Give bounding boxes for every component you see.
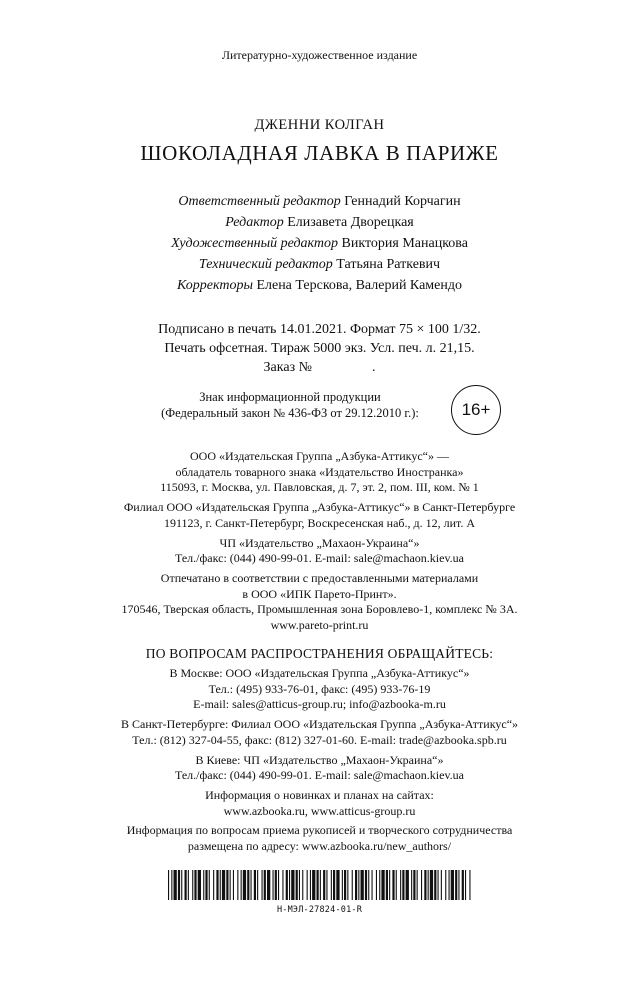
- publisher-line: Филиал ООО «Издательская Группа „Азбука-Аттикус“» в Санкт-Петербурге: [123, 500, 516, 515]
- barcode-bar: [192, 870, 193, 900]
- barcode-bar: [307, 870, 308, 900]
- print-info: [0, 320, 639, 377]
- barcode-bar: [203, 870, 204, 900]
- credit-role: Ответственный редактор: [178, 194, 341, 209]
- barcode-bar: [342, 870, 343, 900]
- barcode-bar: [381, 870, 384, 900]
- distribution-block: [0, 717, 639, 748]
- barcode-bar: [310, 870, 311, 900]
- author-name: ДЖЕННИ КОЛГАН: [254, 117, 385, 133]
- barcode-bar: [434, 870, 436, 900]
- barcode-bar: [406, 870, 409, 900]
- credit-line: [0, 233, 639, 254]
- edition-type: Литературно-художественное издание: [221, 48, 418, 62]
- publisher-line: Тел./факс: (044) 490-99-01. E-mail: sale@machaon.kiev.ua: [174, 551, 464, 566]
- barcode-bar: [402, 870, 404, 900]
- publisher-line: ООО «Издательская Группа „Азбука-Аттикус“» —: [190, 449, 449, 463]
- barcode-bar: [376, 870, 377, 900]
- barcode-bar: [428, 870, 429, 900]
- barcode-bar: [251, 870, 252, 900]
- barcode-bar: [254, 870, 256, 900]
- printer-block: [0, 571, 639, 634]
- credit-role: Художественный редактор: [171, 236, 339, 251]
- barcode-bar: [386, 870, 388, 900]
- barcode-bar: [400, 870, 401, 900]
- order-tail: .: [371, 360, 376, 375]
- distribution-block: [0, 823, 639, 854]
- credit-line: [0, 212, 639, 233]
- barcode-bar: [286, 870, 288, 900]
- barcode-bar: [299, 870, 300, 900]
- order-label: Заказ №: [263, 360, 312, 375]
- distribution-block: [0, 753, 639, 784]
- barcode-bar: [368, 870, 369, 900]
- credit-person: Виктория Манацкова: [341, 236, 468, 251]
- barcode-bar: [389, 870, 390, 900]
- barcode-bar: [171, 870, 172, 900]
- age-label-line: (Федеральный закон № 436-ФЗ от 29.12.2010 г.):: [161, 406, 419, 420]
- credit-role: Редактор: [225, 215, 284, 230]
- barcode-bar: [267, 870, 270, 900]
- barcode-bar: [392, 870, 394, 900]
- distribution-line: В Москве: ООО «Издательская Группа „Азбука-Аттикус“»: [169, 666, 470, 680]
- barcode-bar: [205, 870, 207, 900]
- barcode-bar: [451, 870, 454, 900]
- print-line-run: Печать офсетная. Тираж 5000 экз. Усл. печ. л. 21,15.: [164, 341, 475, 356]
- barcode: [168, 870, 472, 900]
- distribution-line: В Санкт-Петербурге: Филиал ООО «Издательская Группа „Азбука-Аттикус“»: [120, 717, 519, 732]
- credit-role: Технический редактор: [198, 257, 333, 272]
- age-rating-badge: 16+: [451, 385, 501, 435]
- barcode-bar: [241, 870, 242, 900]
- barcode-bar: [417, 870, 418, 900]
- barcode-bar: [424, 870, 426, 900]
- barcode-bar: [257, 870, 258, 900]
- barcode-bar: [209, 870, 210, 900]
- barcode-bar: [421, 870, 422, 900]
- barcode-bar: [181, 870, 182, 900]
- barcode-bar: [438, 870, 439, 900]
- barcode-bar: [222, 870, 225, 900]
- publisher-line: обладатель товарного знака «Издательство Иностранка»: [175, 464, 464, 479]
- barcode-bar: [455, 870, 457, 900]
- barcode-bar: [326, 870, 327, 900]
- credit-line: [0, 254, 639, 275]
- distribution-line: Тел.: (495) 933-76-01, факс: (495) 933-76-19: [208, 681, 431, 696]
- distribution-line: Информация о новинках и планах на сайтах:: [205, 787, 434, 802]
- credit-role: Корректоры: [177, 278, 253, 293]
- credits-list: [0, 191, 639, 296]
- credit-line: [0, 191, 639, 212]
- barcode-bar: [317, 870, 319, 900]
- age-label-line: Знак информационной продукции: [199, 390, 381, 404]
- credit-person: Елена Терскова, Валерий Камендо: [256, 278, 462, 293]
- barcode-bar: [344, 870, 346, 900]
- barcode-bar: [413, 870, 415, 900]
- barcode-bar: [361, 870, 364, 900]
- barcode-bar: [379, 870, 380, 900]
- barcode-bar: [430, 870, 433, 900]
- barcode-bar: [178, 870, 180, 900]
- barcode-bar: [411, 870, 412, 900]
- barcode-bar: [320, 870, 321, 900]
- order-line: [0, 358, 639, 377]
- publisher-line: 191123, г. Санкт-Петербург, Воскресенская наб., д. 12, лит. А: [163, 515, 476, 530]
- barcode-bar: [220, 870, 221, 900]
- barcode-bar: [331, 870, 332, 900]
- barcode-bar: [333, 870, 335, 900]
- barcode-bar: [347, 870, 348, 900]
- barcode-bar: [352, 870, 353, 900]
- distribution-line: www.azbooka.ru, www.atticus-group.ru: [223, 803, 416, 818]
- barcode-bar: [469, 870, 470, 900]
- barcode-bar: [355, 870, 357, 900]
- barcode-bar: [445, 870, 446, 900]
- barcode-bar: [336, 870, 339, 900]
- barcode-bar: [168, 870, 169, 900]
- distribution-line: Информация по вопросам приема рукописей и творческого сотрудничества: [126, 823, 513, 838]
- printer-line: 170546, Тверская область, Промышленная зона Боровлево-1, комплекс № 3А.: [121, 602, 518, 617]
- distribution-title: ПО ВОПРОСАМ РАСПРОСТРАНЕНИЯ ОБРАЩАЙТЕСЬ:: [145, 646, 494, 661]
- distribution-line: E-mail: sales@atticus-group.ru; info@azbooka-m.ru: [193, 697, 446, 712]
- publisher-block: [0, 500, 639, 531]
- distribution-block: [0, 788, 639, 819]
- barcode-bar: [275, 870, 277, 900]
- print-line-format: Подписано в печать 14.01.2021. Формат 75 × 100 1/32.: [158, 322, 481, 337]
- barcode-bar: [323, 870, 325, 900]
- barcode-bar: [237, 870, 238, 900]
- barcode-bar: [282, 870, 283, 900]
- distribution-line: размещена по адресу: www.azbooka.ru/new_authors/: [187, 839, 452, 854]
- barcode-bar: [441, 870, 442, 900]
- barcode-number: Н-МЭЛ-27824-01-R: [276, 905, 363, 915]
- credit-person: Елизавета Дворецкая: [287, 215, 414, 230]
- publisher-block: [0, 536, 639, 567]
- barcode-bar: [358, 870, 359, 900]
- barcode-bar: [372, 870, 373, 900]
- barcode-bar: [198, 870, 201, 900]
- barcode-bar: [216, 870, 218, 900]
- barcode-bar: [247, 870, 249, 900]
- barcode-bar: [278, 870, 279, 900]
- barcode-bar: [233, 870, 234, 900]
- barcode-bar: [462, 870, 464, 900]
- barcode-bar: [273, 870, 274, 900]
- credit-line: [0, 275, 639, 296]
- printer-line: в ООО «ИПК Парето-Принт».: [242, 586, 397, 601]
- barcode-bar: [226, 870, 228, 900]
- publisher-line: ЧП «Издательство „Махаон-Украина“»: [219, 535, 420, 550]
- barcode-bar: [194, 870, 196, 900]
- barcode-bar: [174, 870, 177, 900]
- barcode-bar: [291, 870, 294, 900]
- barcode-bar: [296, 870, 298, 900]
- barcode-bar: [302, 870, 303, 900]
- distribution-line: В Киеве: ЧП «Издательство „Махаон-Украина“»: [195, 752, 444, 767]
- barcode-bar: [365, 870, 367, 900]
- publisher-info: [0, 449, 639, 634]
- distribution-line: Тел./факс: (044) 490-99-01. E-mail: sale@machaon.kiev.ua: [174, 768, 464, 783]
- publisher-line: 115093, г. Москва, ул. Павловская, д. 7, эт. 2, пом. III, ком. № 1: [160, 480, 479, 495]
- book-title: ШОКОЛАДНАЯ ЛАВКА В ПАРИЖЕ: [140, 141, 499, 165]
- distribution-block: [0, 666, 639, 713]
- barcode-bar: [213, 870, 214, 900]
- barcode-bar: [185, 870, 187, 900]
- printer-line: Отпечатано в соответствии с предоставленными материалами: [160, 570, 479, 585]
- distribution-info: [0, 666, 639, 855]
- credit-person: Геннадий Корчагин: [344, 194, 461, 209]
- credit-person: Татьяна Раткевич: [336, 257, 441, 272]
- barcode-bar: [465, 870, 466, 900]
- barcode-bar: [243, 870, 246, 900]
- barcode-bar: [449, 870, 450, 900]
- barcode-bar: [264, 870, 266, 900]
- barcode-bar: [312, 870, 315, 900]
- barcode-bar: [458, 870, 459, 900]
- distribution-line: Тел.: (812) 327-04-55, факс: (812) 327-01-60. E-mail: trade@azbooka.spb.ru: [132, 732, 507, 747]
- barcode-bar: [262, 870, 263, 900]
- printer-line: www.pareto-print.ru: [270, 618, 369, 633]
- barcode-bar: [289, 870, 290, 900]
- barcode-bar: [188, 870, 189, 900]
- barcode-bar: [230, 870, 231, 900]
- publisher-block: [0, 449, 639, 496]
- barcode-bar: [396, 870, 397, 900]
